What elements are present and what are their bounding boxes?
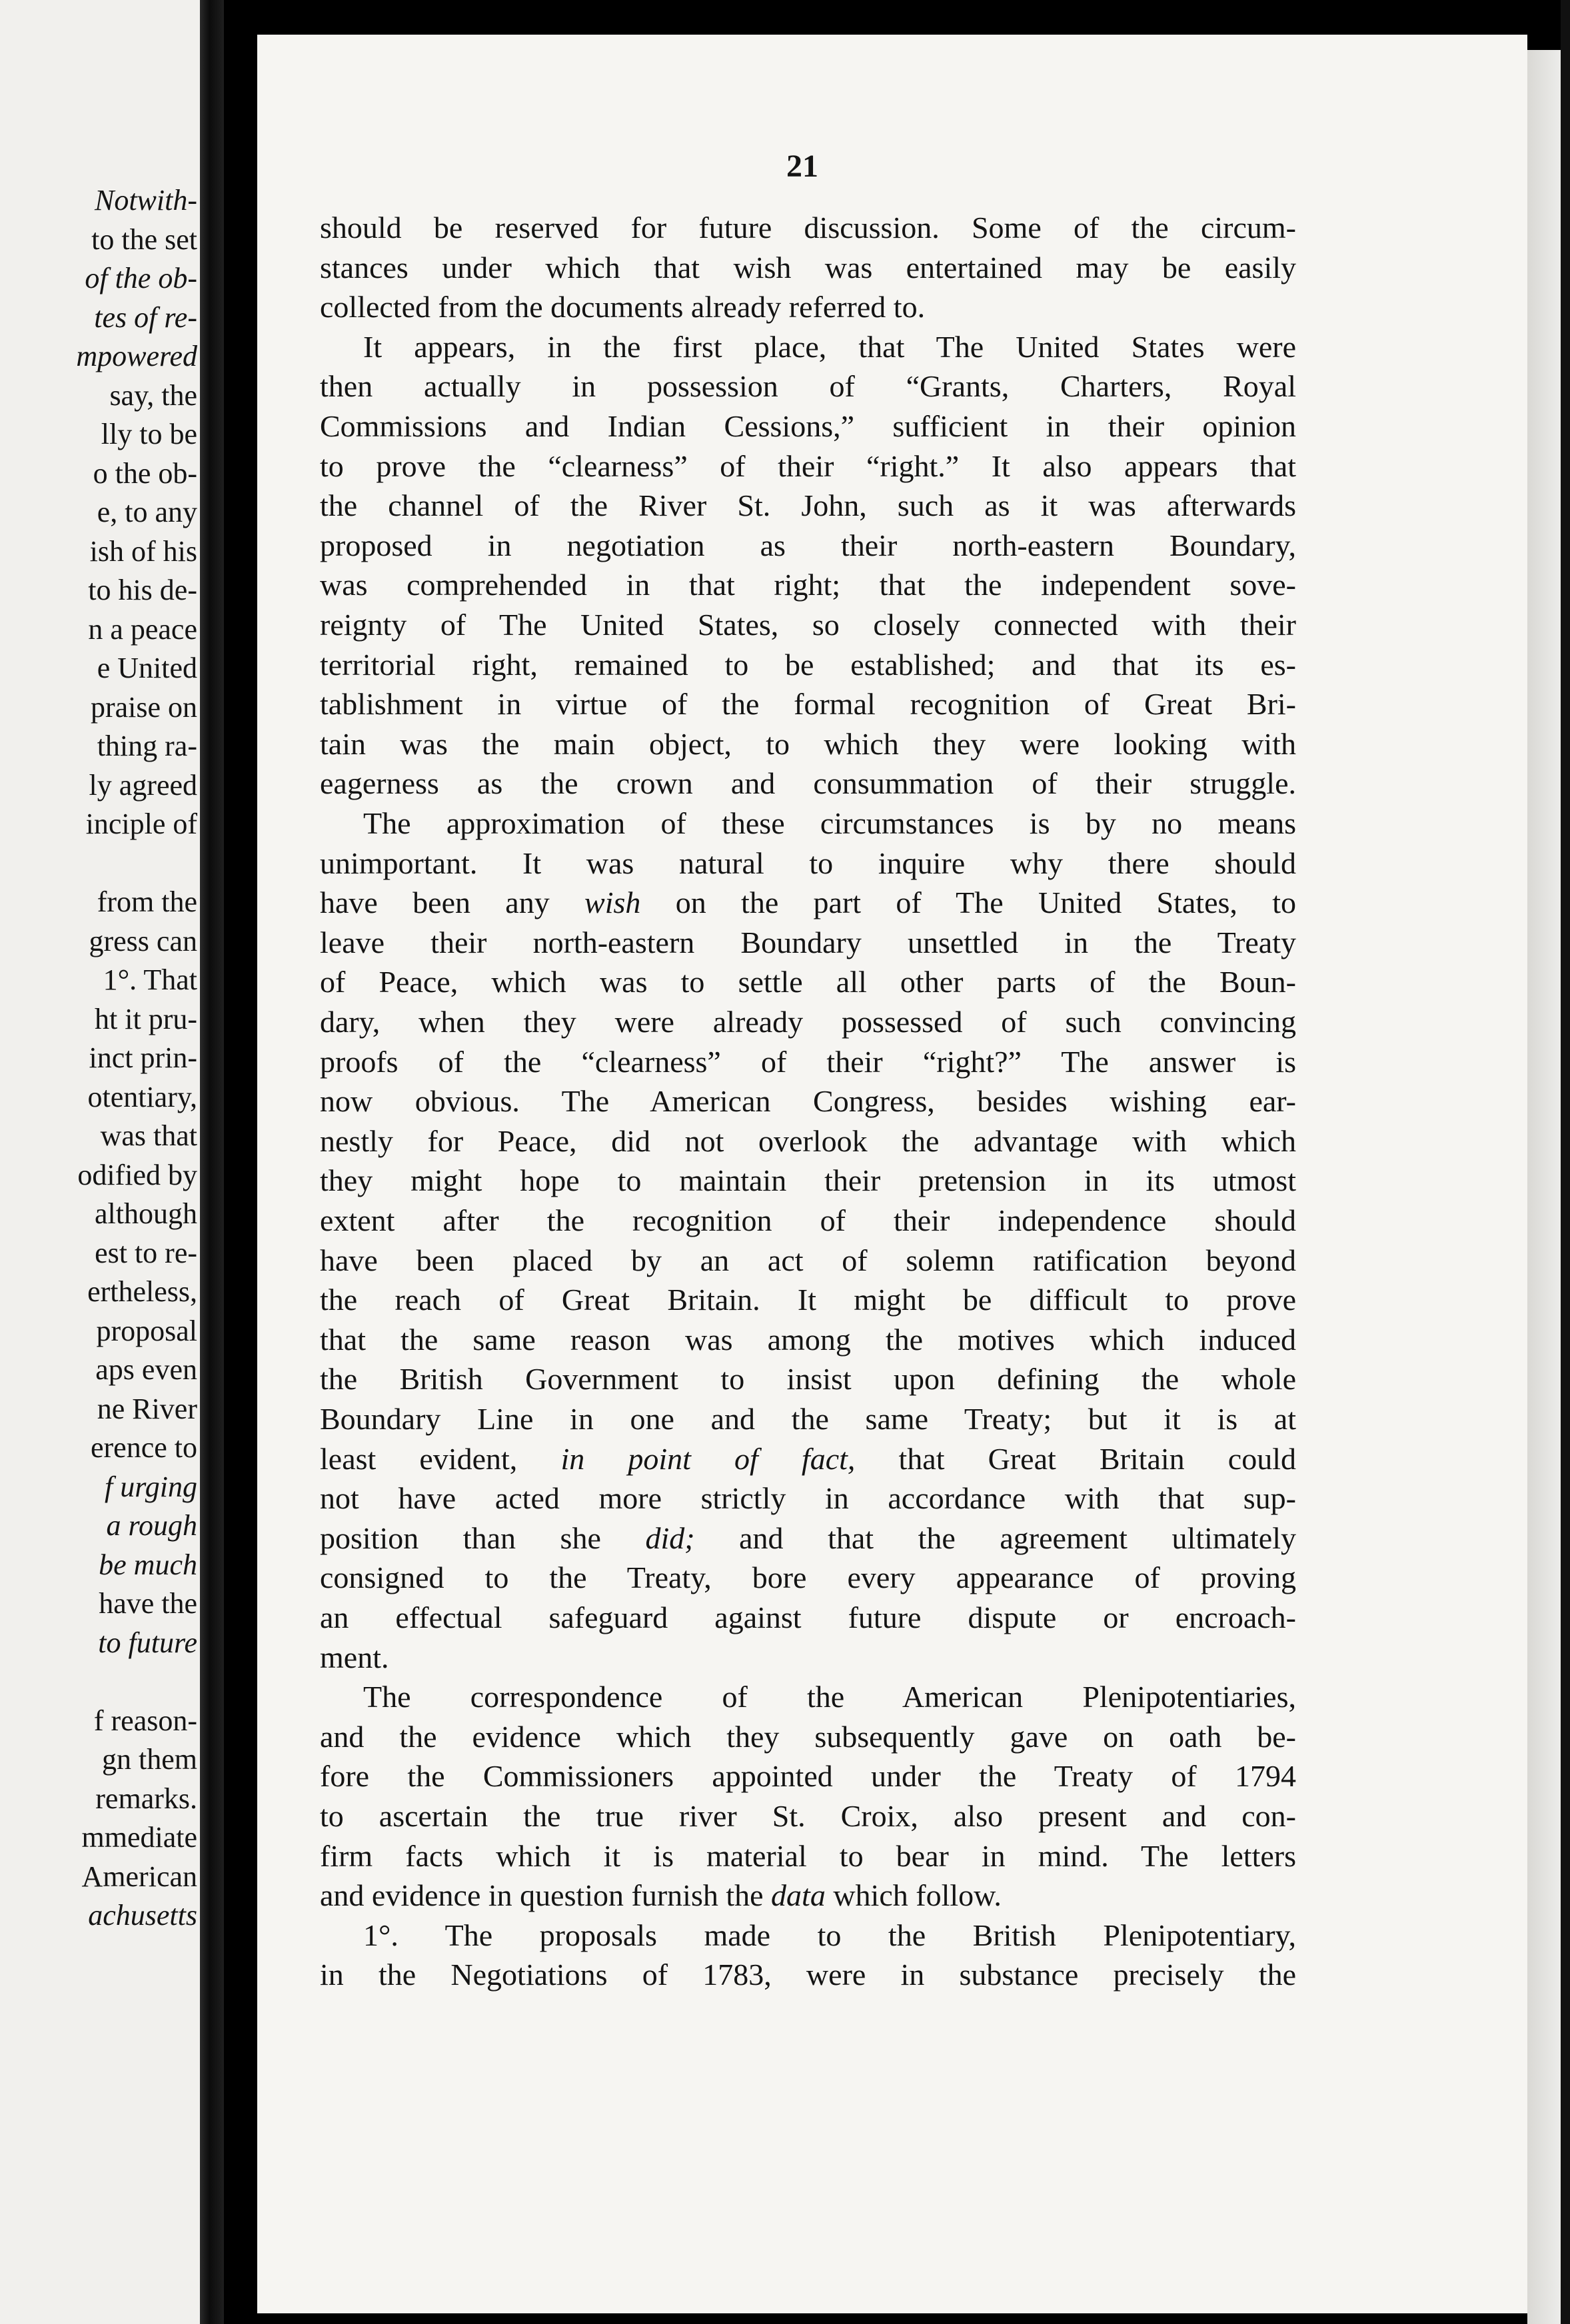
facing-page-fragment: Notwith- [94,184,197,217]
text-line: not have acted more strictly in accordance with that sup- [320,1481,1296,1516]
facing-page-fragment: gn them [102,1743,197,1776]
facing-page-fragment: inciple of [85,808,197,840]
facing-page-fragment: odified by [77,1158,197,1191]
text-line: The approximation of these circumstances is by no means [363,806,1296,840]
facing-page-fragment: ht it pru- [95,1002,197,1035]
text-line: It appears, in the first place, that The United States were [363,329,1296,364]
facing-page-fragment: to future [98,1626,197,1659]
italic-emphasis: in point of fact, [560,1441,856,1476]
text-line: was comprehended in that right; that the independent sove- [320,568,1296,602]
facing-page-fragment: tes of re- [94,300,197,334]
text-line: ment. [320,1640,389,1674]
text-line: have been placed by an act of solemn ratification beyond [320,1243,1296,1277]
text-line: fore the Commissioners appointed under the Treaty of 1794 [320,1759,1296,1794]
facing-page-fragment: mmediate [81,1821,197,1854]
facing-page-fragment: est to re- [95,1236,197,1269]
text-line: eagerness as the crown and consummation of their struggle. [320,766,1296,801]
facing-page-fragment: remarks. [95,1782,197,1815]
facing-page-fragment: achusetts [88,1899,197,1932]
facing-page-fragment: to his de- [88,574,197,606]
scan-edge [1561,0,1570,2324]
facing-page-fragment: say, the [109,378,197,412]
facing-page-fragment: proposal [96,1314,197,1347]
page-edge-strip [1527,50,1561,2324]
facing-page-fragment: American [81,1860,197,1893]
facing-page-fragment: gress can [89,924,197,957]
text-line: the channel of the River St. John, such as it was afterwards [320,488,1296,523]
facing-page-fragment: be much [99,1548,197,1581]
facing-page-fragment: ne River [97,1392,197,1425]
text-line: nestly for Peace, did not overlook the advantage with which [320,1123,1296,1158]
facing-page-fragment: 1°. That [103,963,197,996]
book-gutter [200,0,224,2324]
italic-emphasis: data [771,1878,826,1913]
facing-page-fragment: aps even [95,1353,197,1386]
text-line: tablishment in virtue of the formal recognition of Great Bri- [320,687,1296,722]
text-line: leave their north-eastern Boundary unsettled in the Treaty [320,925,1296,959]
text-line: extent after the recognition of their independence should [320,1203,1296,1237]
text-line: least evident, in point of fact, that Great Britain could [320,1441,1296,1476]
facing-page-fragment: mpowered [76,340,197,372]
text-line: the reach of Great Britain. It might be difficult to prove [320,1283,1296,1317]
text-line: stances under which that wish was entertained may be easily [320,250,1296,285]
facing-page-fragment: have the [99,1587,197,1620]
book-gutter-shadow [224,0,257,2324]
text-line: reignty of The United States, so closely connected with their [320,608,1296,642]
facing-page-fragment: e, to any [97,496,197,528]
text-line: tain was the main object, to which they were looking with [320,726,1296,761]
italic-emphasis: wish [584,885,641,920]
facing-page-fragment: of the ob- [85,262,197,294]
facing-page-fragment: erence to [91,1431,197,1464]
text-line: and evidence in question furnish the data which follow. [320,1878,1002,1913]
text-line: and the evidence which they subsequently gave on oath be- [320,1719,1296,1754]
facing-page-fragment: although [95,1197,197,1230]
text-line: collected from the documents already referred to. [320,290,926,324]
facing-page-fragment: ly agreed [89,768,197,802]
facing-page-fragment: otentiary, [87,1080,197,1113]
text-line: the British Government to insist upon defining the whole [320,1362,1296,1397]
facing-page-fragment: o the ob- [93,456,197,490]
text-line: position than she did; and that the agreement ultimately [320,1520,1296,1555]
facing-page-fragment: lly to be [101,418,197,450]
facing-page-fragment: ertheless, [87,1275,197,1308]
facing-page-fragment: e United [97,652,197,684]
text-line: 1°. The proposals made to the British Plenipotentiary, [363,1918,1296,1952]
text-line: then actually in possession of “Grants, Charters, Royal [320,369,1296,404]
text-line: in the Negotiations of 1783, were in substance precisely the [320,1958,1296,1992]
facing-page [0,0,200,2324]
text-line: have been any wish on the part of The United States, to [320,885,1296,920]
text-line: that the same reason was among the motives which induced [320,1322,1296,1357]
text-line: firm facts which it is material to bear in mind. The letters [320,1838,1296,1873]
facing-page-fragment: inct prin- [89,1041,197,1074]
text-line: Boundary Line in one and the same Treaty; but it is at [320,1402,1296,1436]
text-line: of Peace, which was to settle all other parts of the Boun- [320,965,1296,999]
text-line: Commissions and Indian Cessions,” sufficient in their opinion [320,409,1296,443]
facing-page-fragment: from the [97,885,197,918]
facing-page-fragment: to the set [91,223,197,256]
text-line: to ascertain the true river St. Croix, also present and con- [320,1799,1296,1833]
text-line: now obvious. The American Congress, besides wishing ear- [320,1084,1296,1119]
facing-page-fragment: f reason- [93,1704,197,1737]
text-line: proofs of the “clearness” of their “right?” The answer is [320,1044,1296,1079]
facing-page-fragment: ish of his [89,534,197,568]
facing-page-fragment: f urging [105,1470,197,1503]
text-line: to prove the “clearness” of their “right.” It also appears that [320,448,1296,483]
facing-page-fragment: was that [100,1119,197,1152]
text-line: consigned to the Treaty, bore every appearance of proving [320,1560,1296,1595]
text-line: dary, when they were already possessed of such convincing [320,1005,1296,1039]
text-line: The correspondence of the American Plenipotentiaries, [363,1680,1296,1714]
text-line: an effectual safeguard against future dispute or encroach- [320,1600,1296,1634]
text-line: territorial right, remained to be established; and that its es- [320,647,1296,682]
facing-page-fragment: a rough [106,1509,197,1542]
text-line: they might hope to maintain their pretension in its utmost [320,1163,1296,1198]
facing-page-fragment: thing ra- [97,730,197,762]
italic-emphasis: did; [645,1520,695,1555]
facing-page-fragment: praise on [90,690,197,724]
facing-page-fragment: n a peace [88,612,197,646]
page-number: 21 [786,149,818,184]
text-line: should be reserved for future discussion. Some of the circum- [320,211,1296,245]
text-line: unimportant. It was natural to inquire why there should [320,846,1296,880]
text-line: proposed in negotiation as their north-eastern Boundary, [320,528,1296,562]
